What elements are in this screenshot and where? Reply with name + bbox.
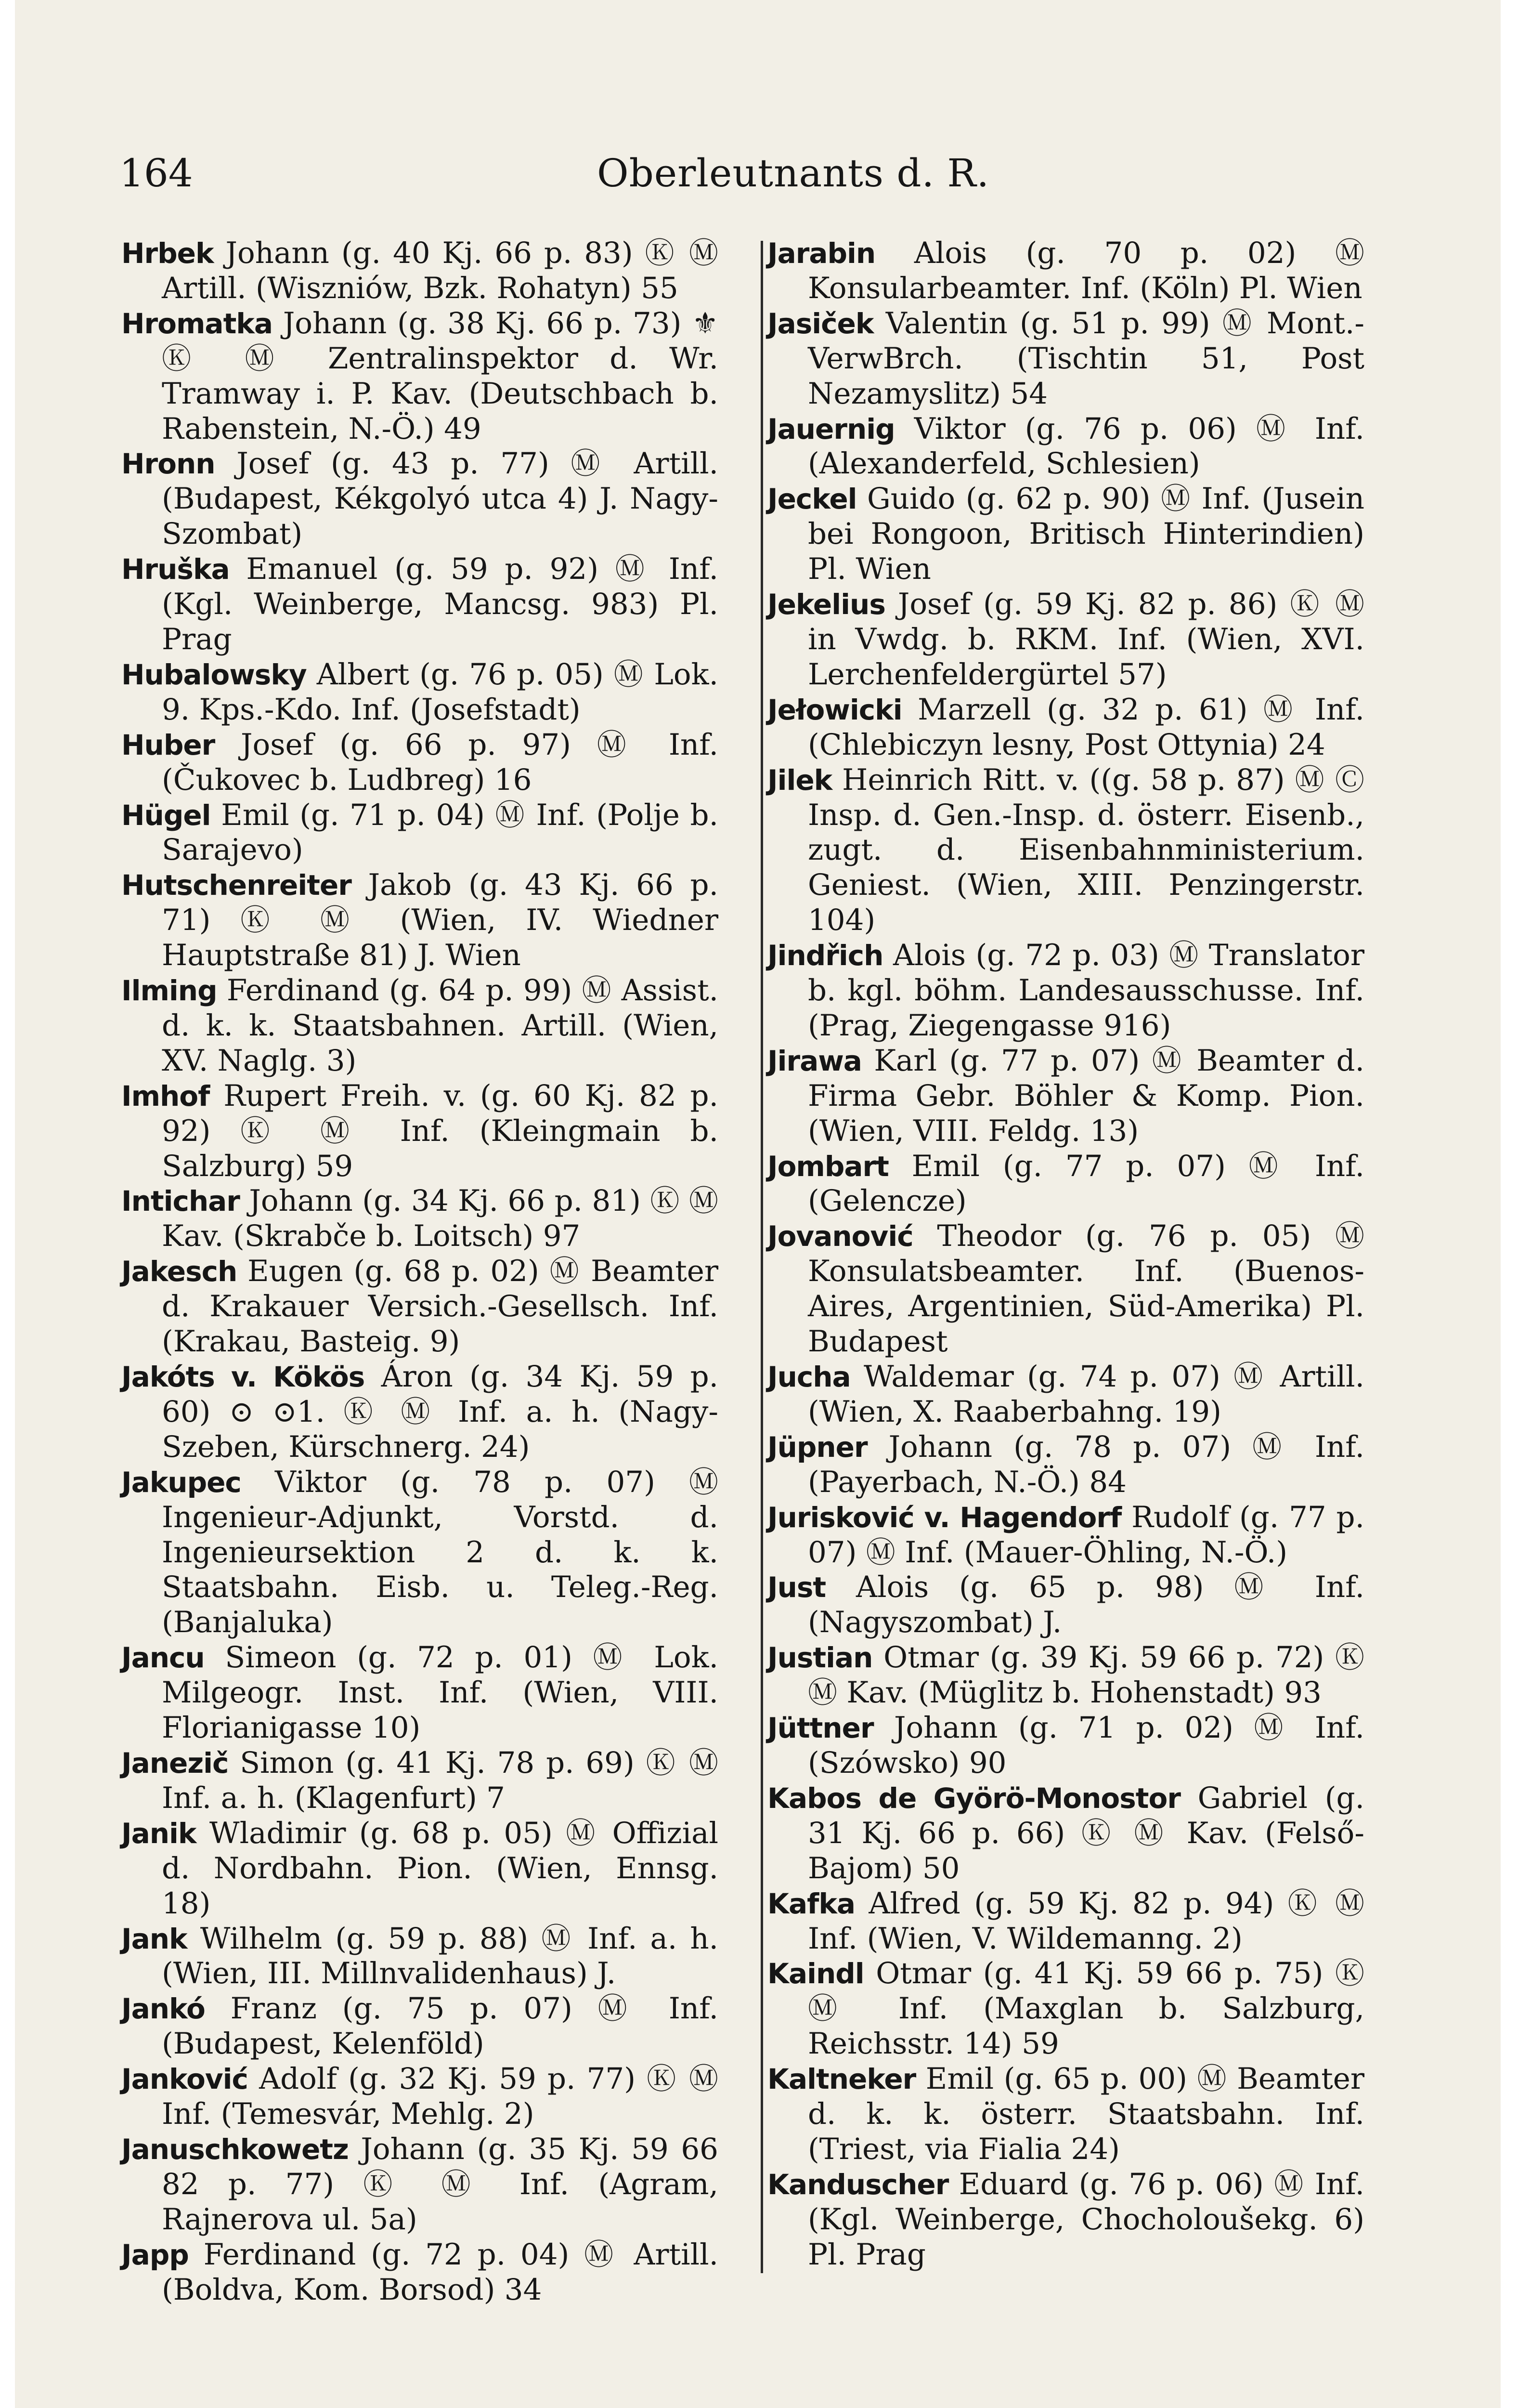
entry-text: Johann (g. 38 Kj. 66 p. 73) ⚜ Ⓚ Ⓜ Zentralinspektor d. Wr. Tramway i. P. Kav. (Deutschbach b. Rabenstein, N.-Ö.) 49 bbox=[162, 306, 718, 446]
entry-text: Marzell (g. 32 p. 61) Ⓜ Inf. (Chlebiczyn lesny, Post Ottynia) 24 bbox=[808, 692, 1364, 762]
list-entry bbox=[767, 1956, 1364, 2062]
list-entry bbox=[121, 2238, 718, 2308]
list-entry bbox=[767, 1711, 1364, 1781]
list-entry bbox=[121, 868, 718, 973]
entry-name: Justian bbox=[767, 1641, 873, 1675]
entry-name: Jankó bbox=[121, 1992, 205, 2026]
entry-name: Janković bbox=[121, 2063, 248, 2096]
entry-name: Jakesch bbox=[121, 1255, 237, 1288]
list-entry bbox=[121, 728, 718, 798]
entry-text: Albert (g. 76 p. 05) Ⓜ Lok. 9. Kps.-Kdo. Inf. (Josefstadt) bbox=[162, 657, 718, 727]
entry-text: Josef (g. 66 p. 97) Ⓜ Inf. (Čukovec b. Ludbreg) 16 bbox=[162, 727, 718, 797]
entry-text: Viktor (g. 76 p. 06) Ⓜ Inf. (Alexanderfeld, Schlesien) bbox=[808, 411, 1364, 481]
list-entry bbox=[121, 306, 718, 447]
list-entry bbox=[767, 1500, 1364, 1570]
entry-name: Jucha bbox=[767, 1361, 851, 1393]
list-entry bbox=[767, 1219, 1364, 1360]
entry-text: Johann (g. 40 Kj. 66 p. 83) Ⓚ Ⓜ Artill. (Wiszniów, Bzk. Rohatyn) 55 bbox=[162, 236, 718, 305]
list-entry bbox=[767, 1149, 1364, 1219]
entry-name: Just bbox=[767, 1571, 826, 1604]
list-entry bbox=[121, 2132, 718, 2238]
entry-text: Johann (g. 71 p. 02) Ⓜ Inf. (Szówsko) 90 bbox=[808, 1711, 1364, 1780]
list-entry bbox=[767, 1430, 1364, 1500]
entry-text: Eugen (g. 68 p. 02) Ⓜ Beamter d. Krakauer Versich.-Gesellsch. Inf. (Krakau, Basteig. 9) bbox=[162, 1254, 718, 1359]
entry-name: Kaindl bbox=[767, 1957, 864, 1990]
entry-name: Kabos de Györö-Monostor bbox=[767, 1781, 1181, 1815]
list-entry bbox=[767, 2062, 1364, 2167]
right-column bbox=[767, 236, 1364, 2273]
entry-text: Gabriel (g. 31 Kj. 66 p. 66) Ⓚ Ⓜ Kav. (Felső-Bajom) 50 bbox=[808, 1780, 1364, 1885]
list-entry bbox=[121, 1922, 718, 1992]
list-entry bbox=[121, 2062, 718, 2132]
entry-name: Jank bbox=[121, 1922, 187, 1955]
entry-name: Janik bbox=[121, 1817, 196, 1850]
entry-name: Jüpner bbox=[767, 1430, 868, 1464]
entry-name: Kanduscher bbox=[767, 2168, 949, 2201]
entry-text: Emil (g. 65 p. 00) Ⓜ Beamter d. k. k. österr. Staatsbahn. Inf. (Triest, via Fialia 24) bbox=[808, 2062, 1364, 2166]
entry-text: Alois (g. 70 p. 02) Ⓜ Konsularbeamter. Inf. (Köln) Pl. Wien bbox=[808, 236, 1364, 305]
list-entry bbox=[121, 446, 718, 552]
list-entry bbox=[121, 1991, 718, 2062]
list-entry bbox=[767, 2167, 1364, 2273]
list-entry bbox=[121, 1746, 718, 1816]
list-entry bbox=[767, 306, 1364, 412]
entry-name: Jirawa bbox=[767, 1044, 862, 1077]
list-entry bbox=[121, 1254, 718, 1360]
list-entry bbox=[121, 1079, 718, 1184]
entry-name: Jurisković v. Hagendorf bbox=[767, 1501, 1122, 1534]
entry-name: Hromatka bbox=[121, 307, 273, 340]
entry-name: Jancu bbox=[121, 1641, 205, 1675]
entry-name: Jakóts v. Kökös bbox=[121, 1361, 365, 1393]
entry-text: Alfred (g. 59 Kj. 82 p. 94) Ⓚ Ⓜ Inf. (Wien, V. Wildemanng. 2) bbox=[808, 1886, 1364, 1956]
entry-text: Eduard (g. 76 p. 06) Ⓜ Inf. (Kgl. Weinberge, Chocholoušekg. 6) Pl. Prag bbox=[808, 2167, 1364, 2272]
entry-text: Karl (g. 77 p. 07) Ⓜ Beamter d. Firma Gebr. Böhler & Komp. Pion. (Wien, VIII. Feldg. 13) bbox=[808, 1043, 1364, 1148]
entry-name: Jauernig bbox=[767, 412, 895, 445]
entry-text: Viktor (g. 78 p. 07) Ⓜ Ingenieur-Adjunkt, Vorstd. d. Ingenieursektion 2 d. k. k. Staatsbahn. Eisb. u. Teleg.-Reg. (Banjaluka) bbox=[162, 1465, 718, 1640]
list-entry bbox=[767, 1044, 1364, 1149]
entry-name: Jasiček bbox=[767, 307, 874, 340]
entry-name: Jakupec bbox=[121, 1466, 241, 1499]
entry-text: Otmar (g. 41 Kj. 59 66 p. 75) Ⓚ Ⓜ Inf. (Maxglan b. Salzburg, Reichsstr. 14) 59 bbox=[808, 1956, 1364, 2061]
entry-text: Wilhelm (g. 59 p. 88) Ⓜ Inf. a. h. (Wien, III. Millnvalidenhaus) J. bbox=[162, 1921, 718, 1991]
entry-text: Theodor (g. 76 p. 05) Ⓜ Konsulatsbeamter. Inf. (Buenos-Aires, Argentinien, Süd-Amerika) Pl. Budapest bbox=[808, 1219, 1364, 1359]
entry-name: Ilming bbox=[121, 974, 217, 1008]
entry-text: Josef (g. 59 Kj. 82 p. 86) Ⓚ Ⓜ in Vwdg. b. RKM. Inf. (Wien, XVI. Lerchenfeldergürtel 57) bbox=[808, 587, 1364, 692]
list-entry bbox=[121, 657, 718, 728]
list-entry bbox=[121, 1465, 718, 1641]
list-entry bbox=[767, 693, 1364, 763]
entry-name: Japp bbox=[121, 2238, 189, 2271]
entry-text: Emanuel (g. 59 p. 92) Ⓜ Inf. (Kgl. Weinberge, Mancsg. 983) Pl. Prag bbox=[162, 552, 718, 656]
entry-name: Jombart bbox=[767, 1150, 889, 1183]
list-entry bbox=[767, 412, 1364, 482]
entry-name: Janezič bbox=[121, 1746, 229, 1780]
entry-name: Jüttner bbox=[767, 1712, 874, 1745]
entry-name: Jełowicki bbox=[767, 693, 902, 726]
entry-text: Áron (g. 34 Kj. 59 p. 60) ⊙ ⊙1. Ⓚ Ⓜ Inf. a. h. (Nagy-Szeben, Kürschnerg. 24) bbox=[162, 1360, 719, 1464]
entry-name: Hronn bbox=[121, 447, 215, 481]
entry-text: Josef (g. 43 p. 77) Ⓜ Artill. (Budapest, Kékgolyó utca 4) J. Nagy-Szombat) bbox=[162, 446, 718, 551]
list-entry bbox=[121, 236, 718, 306]
entry-name: Huber bbox=[121, 728, 215, 761]
left-column bbox=[121, 236, 718, 2307]
entry-text: Wladimir (g. 68 p. 05) Ⓜ Offizial d. Nordbahn. Pion. (Wien, Ennsg. 18) bbox=[162, 1816, 718, 1921]
list-entry bbox=[767, 1781, 1364, 1886]
entry-name: Jovanović bbox=[767, 1220, 913, 1253]
entry-text: Ferdinand (g. 72 p. 04) Ⓜ Artill. (Boldva, Kom. Borsod) 34 bbox=[162, 2237, 718, 2307]
entry-name: Kafka bbox=[767, 1887, 856, 1920]
list-entry bbox=[121, 1360, 718, 1465]
entry-text: Johann (g. 78 p. 07) Ⓜ Inf. (Payerbach, N.-Ö.) 84 bbox=[808, 1429, 1364, 1499]
entry-name: Intichar bbox=[121, 1185, 240, 1218]
entry-name: Hruška bbox=[121, 553, 230, 586]
list-entry bbox=[767, 1570, 1364, 1640]
entry-name: Hügel bbox=[121, 798, 211, 832]
entry-text: Otmar (g. 39 Kj. 59 66 p. 72) Ⓚ Ⓜ Kav. (Müglitz b. Hohenstadt) 93 bbox=[808, 1640, 1364, 1710]
scan-margin-left bbox=[0, 0, 15, 2408]
list-entry bbox=[767, 236, 1364, 306]
entry-name: Hrbek bbox=[121, 237, 214, 270]
entry-text: Rudolf (g. 77 p. 07) Ⓜ Inf. (Mauer-Öhling, N.-Ö.) bbox=[808, 1500, 1364, 1570]
list-entry bbox=[767, 587, 1364, 693]
running-title: Oberleutnants d. R. bbox=[597, 151, 990, 196]
entry-name: Jekelius bbox=[767, 588, 885, 621]
entry-text: Valentin (g. 51 p. 99) Ⓜ Mont.-VerwBrch. (Tischtin 51, Post Nezamyslitz) 54 bbox=[808, 306, 1364, 411]
list-entry bbox=[767, 763, 1364, 939]
entry-name: Jeckel bbox=[767, 483, 857, 516]
entry-text: Jakob (g. 43 Kj. 66 p. 71) Ⓚ Ⓜ (Wien, IV. Wiedner Hauptstraße 81) J. Wien bbox=[162, 868, 718, 973]
entry-name: Hutschenreiter bbox=[121, 869, 351, 902]
entry-name: Kaltneker bbox=[767, 2063, 916, 2096]
column-divider bbox=[761, 241, 763, 2273]
list-entry bbox=[121, 973, 718, 1079]
entry-text: Franz (g. 75 p. 07) Ⓜ Inf. (Budapest, Kelenföld) bbox=[162, 1991, 718, 2061]
entry-name: Jindřich bbox=[767, 939, 883, 972]
scan-margin-right bbox=[1501, 0, 1518, 2408]
list-entry bbox=[121, 1640, 718, 1746]
entry-text: Rupert Freih. v. (g. 60 Kj. 82 p. 92) Ⓚ Ⓜ Inf. (Kleingmain b. Salzburg) 59 bbox=[162, 1078, 718, 1183]
list-entry bbox=[767, 1886, 1364, 1957]
list-entry bbox=[121, 1184, 718, 1254]
list-entry bbox=[767, 482, 1364, 587]
entry-text: Johann (g. 35 Kj. 59 66 82 p. 77) Ⓚ Ⓜ Inf. (Agram, Rajnerova ul. 5a) bbox=[162, 2132, 718, 2237]
entry-name: Hubalowsky bbox=[121, 658, 307, 691]
entry-text: Waldemar (g. 74 p. 07) Ⓜ Artill. (Wien, X. Raaberbahng. 19) bbox=[808, 1360, 1364, 1429]
entry-name: Jilek bbox=[767, 763, 832, 797]
entry-text: Ferdinand (g. 64 p. 99) Ⓜ Assist. d. k. k. Staatsbahnen. Artill. (Wien, XV. Naglg. 3) bbox=[162, 973, 718, 1078]
entry-text: Johann (g. 34 Kj. 66 p. 81) Ⓚ Ⓜ Kav. (Skrabče b. Loitsch) 97 bbox=[162, 1184, 718, 1254]
entry-text: Alois (g. 72 p. 03) Ⓜ Translator b. kgl. böhm. Landesausschusse. Inf. (Prag, Ziegengasse 916) bbox=[808, 938, 1364, 1043]
list-entry bbox=[767, 1640, 1364, 1711]
list-entry bbox=[121, 552, 718, 657]
list-entry bbox=[767, 938, 1364, 1044]
entry-name: Jarabin bbox=[767, 237, 876, 270]
entry-text: Heinrich Ritt. v. ((g. 58 p. 87) Ⓜ Ⓒ Insp. d. Gen.-Insp. d. österr. Eisenb., zugt. d. Eisenbahnministerium. Geniest. (Wien, XIII. Penzingerstr. 104) bbox=[808, 762, 1364, 938]
page-number: 164 bbox=[119, 151, 193, 196]
list-entry bbox=[121, 1816, 718, 1922]
entry-text: Simon (g. 41 Kj. 78 p. 69) Ⓚ Ⓜ Inf. a. h. (Klagenfurt) 7 bbox=[162, 1745, 718, 1815]
entry-text: Emil (g. 77 p. 07) Ⓜ Inf. (Gelencze) bbox=[808, 1149, 1364, 1218]
entry-text: Guido (g. 62 p. 90) Ⓜ Inf. (Jusein bei Rongoon, Britisch Hinterindien) Pl. Wien bbox=[808, 482, 1364, 587]
list-entry bbox=[121, 798, 718, 868]
list-entry bbox=[767, 1360, 1364, 1430]
entry-text: Adolf (g. 32 Kj. 59 p. 77) Ⓚ Ⓜ Inf. (Temesvár, Mehlg. 2) bbox=[162, 2062, 718, 2132]
entry-name: Imhof bbox=[121, 1079, 210, 1112]
entry-text: Simeon (g. 72 p. 01) Ⓜ Lok. Milgeogr. Inst. Inf. (Wien, VIII. Florianigasse 10) bbox=[162, 1640, 718, 1745]
entry-text: Emil (g. 71 p. 04) Ⓜ Inf. (Polje b. Sarajevo) bbox=[162, 798, 718, 867]
entry-name: Januschkowetz bbox=[121, 2133, 349, 2166]
entry-text: Alois (g. 65 p. 98) Ⓜ Inf. (Nagyszombat) J. bbox=[808, 1570, 1364, 1640]
